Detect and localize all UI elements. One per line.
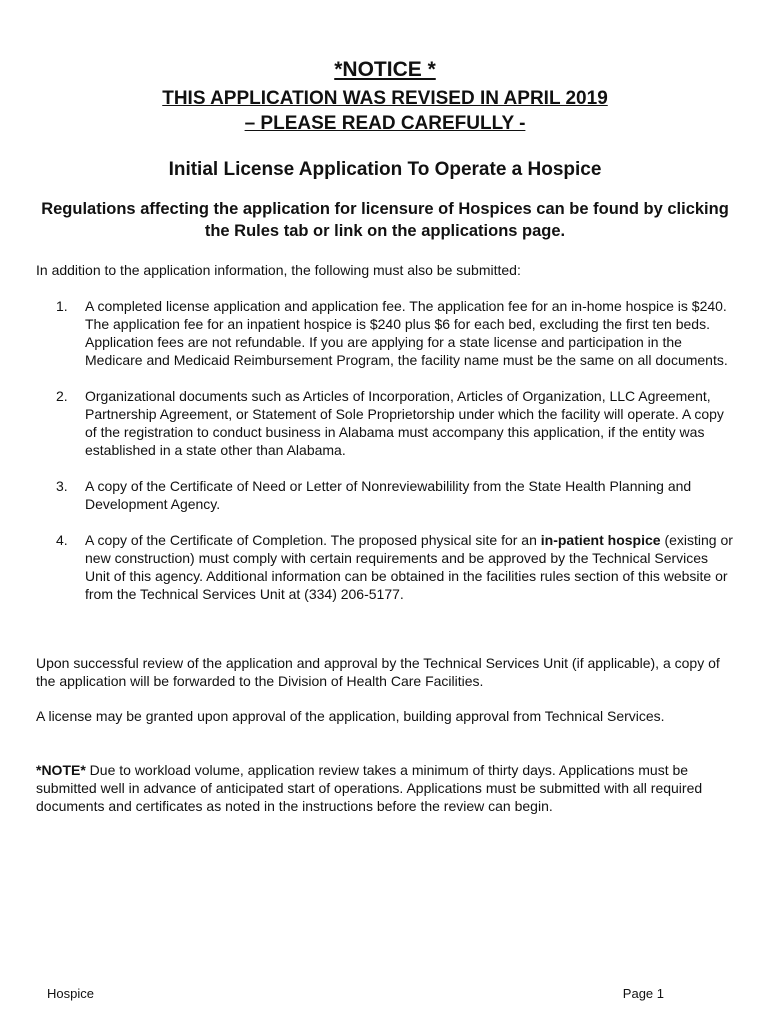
revision-line-1: THIS APPLICATION WAS REVISED IN APRIL 2019: [162, 88, 608, 109]
list-item: [36, 297, 736, 369]
review-paragraph: Upon successful review of the application and approval by the Technical Services Unit (if applicable), a copy of the application will be forwarded to the Division of Health Care Facilities.: [36, 655, 720, 689]
footer-page-number: Page 1: [622, 986, 664, 1001]
list-number: 2.: [56, 388, 68, 404]
page-title: Initial License Application To Operate a Hospice: [168, 159, 602, 180]
note-text: Due to workload volume, application review takes a minimum of thirty days. Applications must be submitted well in advance of anticipated start of operations. Applications must be submitted with all required documents and certificates as noted in the instructions before the review can begin.: [36, 762, 703, 814]
intro-text: In addition to the application information, the following must also be submitted:: [36, 262, 521, 278]
footer-document-name: Hospice: [47, 986, 94, 1001]
list-item: [36, 531, 736, 603]
license-paragraph: A license may be granted upon approval of the application, building approval from Technical Services.: [36, 708, 665, 724]
list-number: 3.: [56, 478, 68, 494]
note-label: *NOTE*: [36, 762, 86, 778]
list-item-text: A completed license application and application fee. The application fee for an in-home hospice is $240. The application fee for an inpatient hospice is $240 plus $6 for each bed, excluding the first ten beds. Application fees are not refundable. If you are applying for a state license and participation in the Medicare and Medicaid Reimbursement Program, the facility name must be the same on all documents.: [85, 298, 728, 368]
notice-heading: *NOTICE *: [334, 58, 436, 81]
list-item-text: Organizational documents such as Articles of Incorporation, Articles of Organization, LLC Agreement, Partnership Agreement, or Statement of Sole Proprietorship under which the facility will operate. A copy of the registration to conduct business in Alabama must accompany this application, if the entity was established in a state other than Alabama.: [85, 388, 724, 458]
regulations-note: Regulations affecting the application for licensure of Hospices can be found by clicking the Rules tab or link on the applications page.: [41, 200, 729, 240]
requirements-list: [36, 297, 736, 621]
list-item-text-before: A copy of the Certificate of Completion. The proposed physical site for an: [85, 532, 541, 548]
revision-notice: [0, 86, 770, 136]
list-item-text: A copy of the Certificate of Need or Letter of Nonreviewabilility from the State Health Planning and Development Agency.: [85, 478, 692, 512]
revision-line-2: – PLEASE READ CAREFULLY -: [244, 113, 526, 134]
list-item-text-after: (existing or new construction) must comply with certain requirements and be approved by the Technical Services Unit of this agency. Additional information can be obtained in the facilities rules section of this website or from the Technical Services Unit at (334) 206-5177.: [85, 532, 733, 602]
list-number: 4.: [56, 532, 68, 548]
note-paragraph: [36, 761, 736, 815]
list-item: [36, 387, 736, 459]
list-item: [36, 477, 736, 513]
list-number: 1.: [56, 298, 68, 314]
list-item-bold-text: in-patient hospice: [540, 532, 661, 548]
